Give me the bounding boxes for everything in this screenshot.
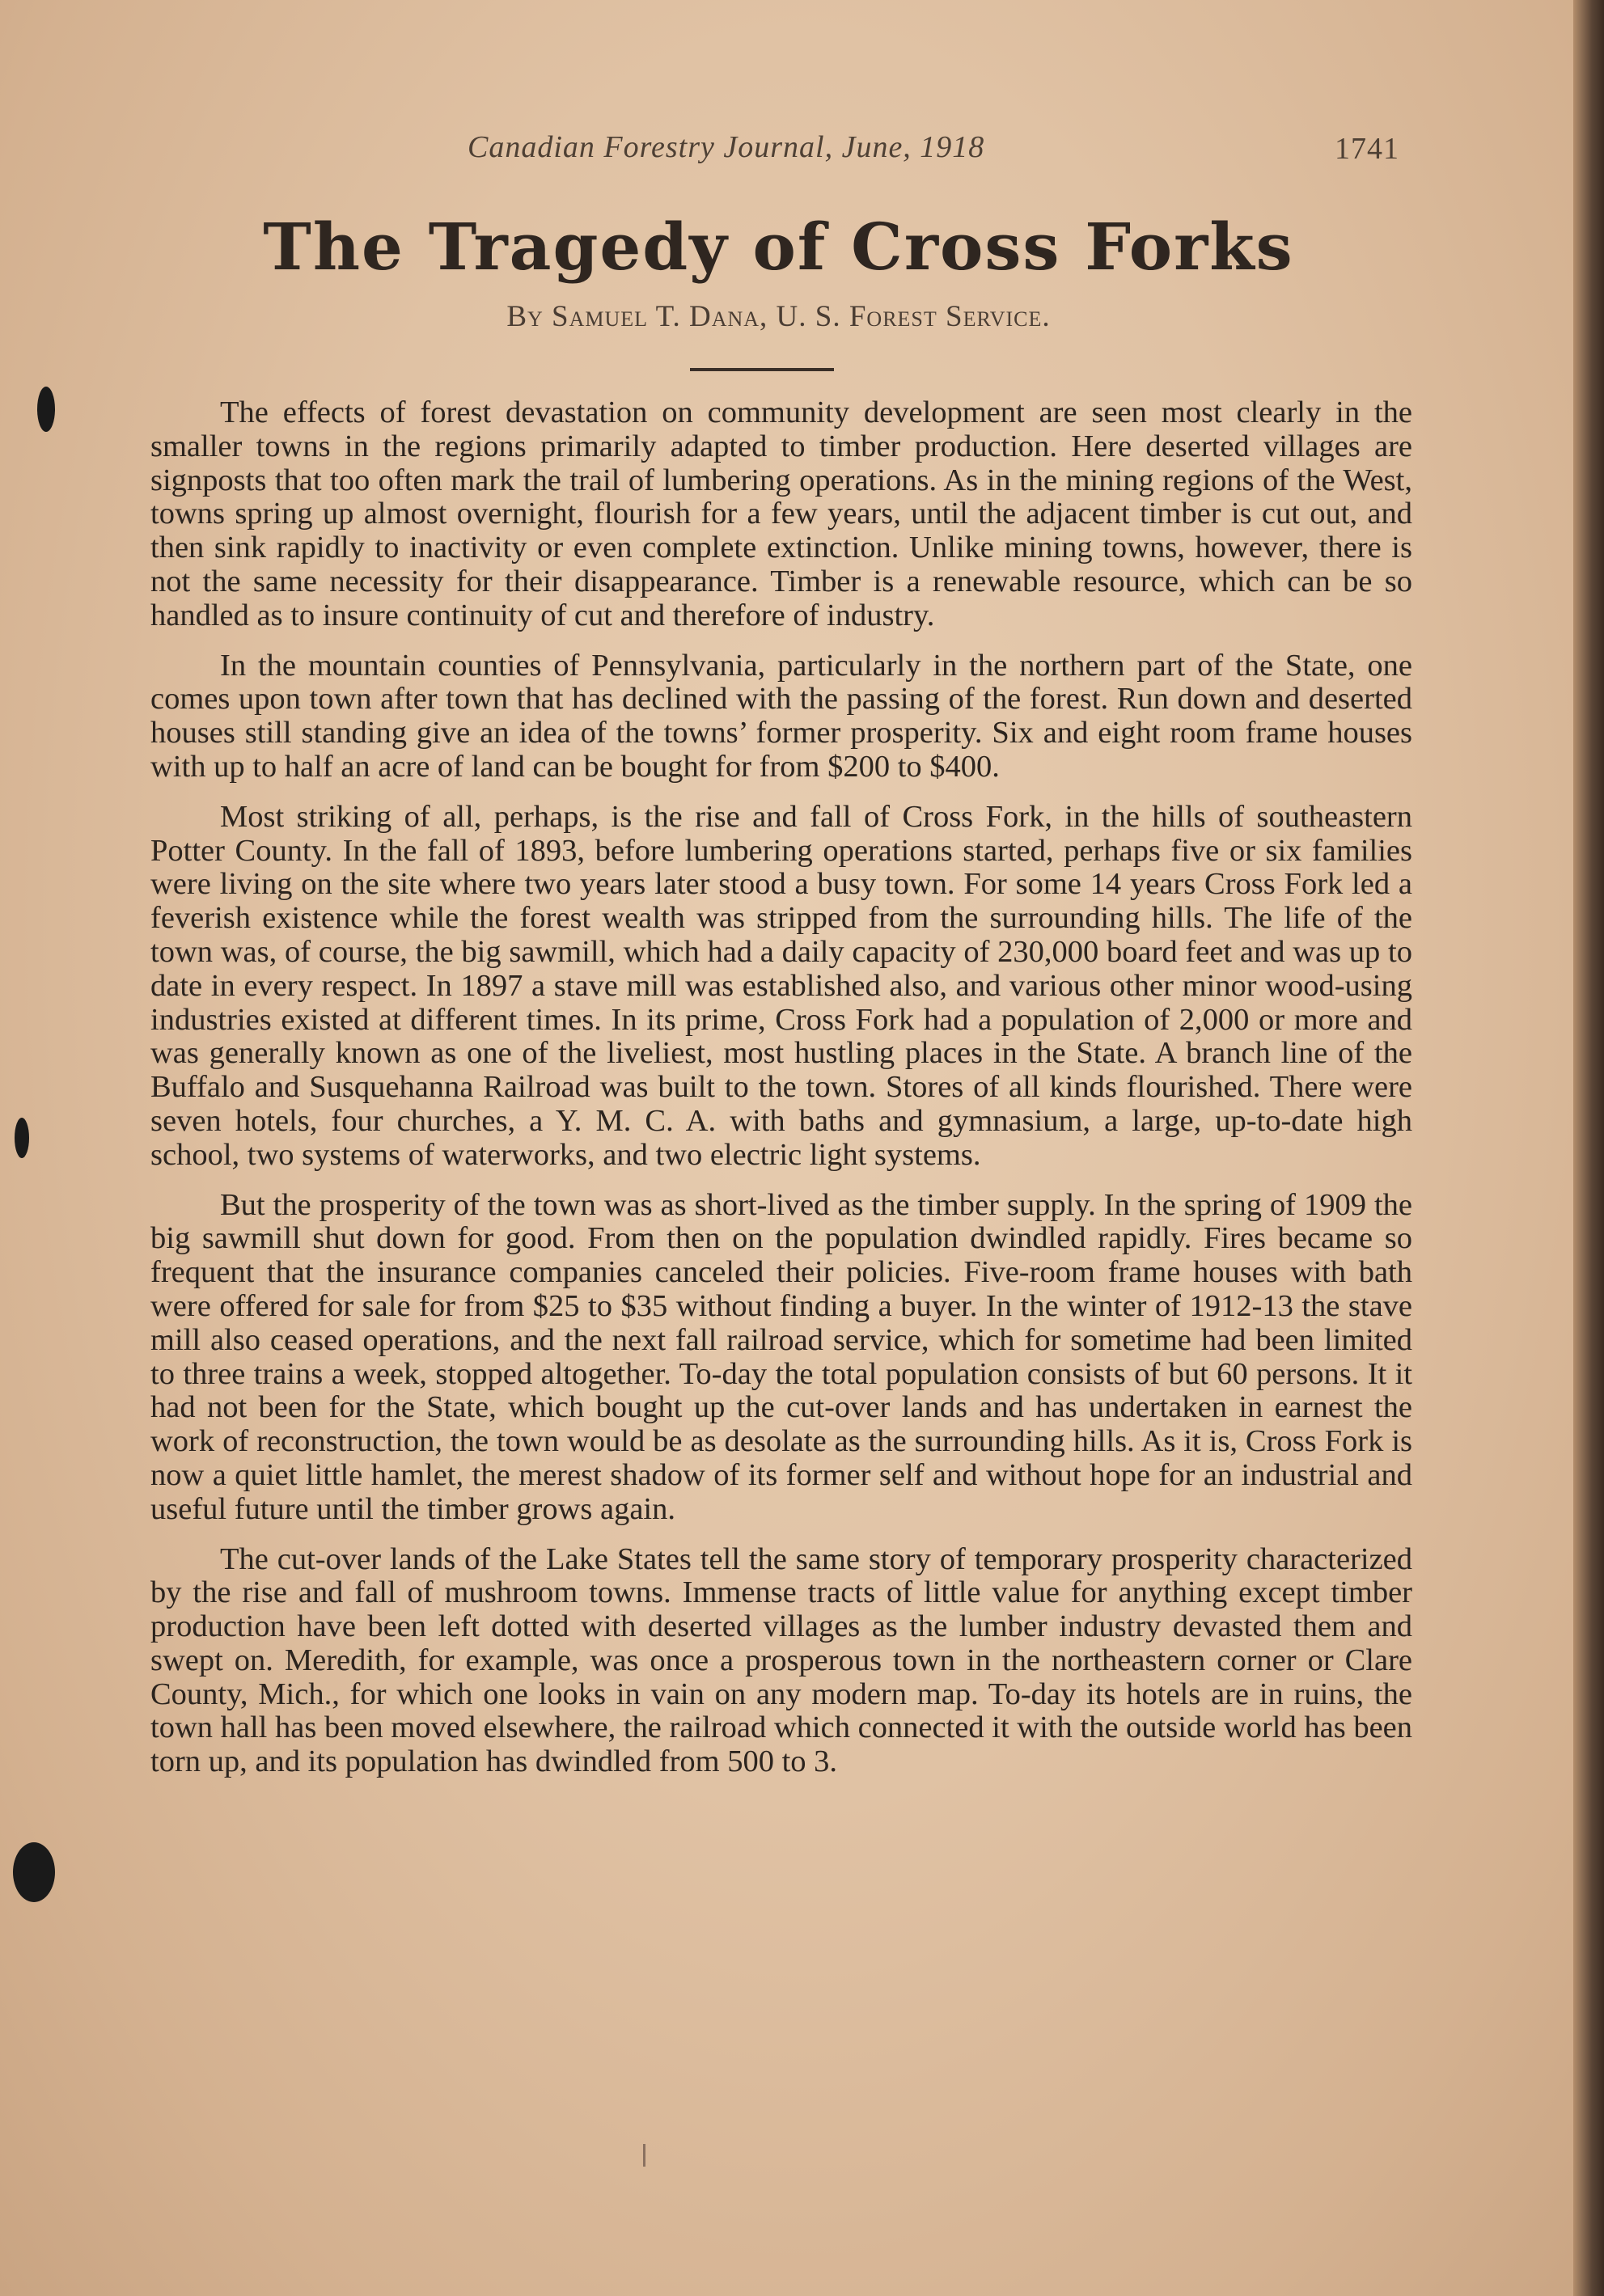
paper-blemish (643, 2144, 645, 2167)
paragraph: The cut-over lands of the Lake States tell the same story of temporary prosperity characterized by the rise and fall of mushroom towns. Immense tracts of little value for anything except timber production have been left dotted with deserted villages as the lumber industry devasted them and swept on. Meredith, for example, was once a prosperous town in the northeastern corner or Clare County, Mich., for which one looks in vain on any modern map. To-day its hotels are in ruins, the town hall has been moved elsewhere, the railroad which connected it with the outside world has been torn up, and its population has dwindled from 500 to 3. (150, 1541, 1412, 1779)
binding-hole-top (37, 387, 55, 432)
article-body (150, 396, 1412, 1795)
paragraph: Most striking of all, perhaps, is the rise and fall of Cross Fork, in the hills of southeastern Potter County. In the fall of 1893, before lumbering operations started, perhaps five or six families were living on the site where two years later stood a busy town. For some 14 years Cross Fork led a feverish existence while the forest wealth was stripped from the surrounding hills. The life of the town was, of course, the big sawmill, which had a daily capacity of 230,000 board feet and was up to date in every respect. In 1897 a stave mill was established also, and various other minor wood-using industries existed at different times. In its prime, Cross Fork had a population of 2,000 or more and was generally known as one of the liveliest, most hustling places in the State. A branch line of the Buffalo and Susquehanna Railroad was built to the town. Stores of all kinds flourished. There were seven hotels, four churches, a Y. M. C. A. with baths and gymnasium, a large, up-to-date high school, two systems of waterworks, and two electric light systems. (150, 799, 1412, 1172)
paragraph: But the prosperity of the town was as short-lived as the timber supply. In the spring of 1909 the big sawmill shut down for good. From then on the population dwindled rapidly. Fires became so frequent that the insurance companies canceled their policies. Five-room frame houses with bath were offered for sale for from $25 to $35 without finding a buyer. In the winter of 1912-13 the stave mill also ceased operations, and the next fall railroad service, which for sometime had been limited to three trains a week, stopped altogether. To-day the total population consists of but 60 persons. It it had not been for the State, which bought up the cut-over lands and has undertaken in earnest the work of reconstruction, the town would be as desolate as the surrounding hills. As it is, Cross Fork is now a quiet little hamlet, the merest shadow of its former self and without hope for an industrial and useful future until the timber grows again. (150, 1187, 1412, 1526)
page-edge-shadow (1573, 0, 1604, 2296)
article-title: The Tragedy of Cross Forks (263, 209, 1294, 285)
binding-hole-bottom (13, 1842, 55, 1902)
binding-hole-middle (15, 1118, 29, 1158)
paragraph: In the mountain counties of Pennsylvania, particularly in the northern part of the State, one comes upon town after town that has declined with the passing of the forest. Run down and deserted houses still standing give an idea of the towns’ former prosperity. Six and eight room frame houses with up to half an acre of land can be bought for from $200 to $400. (150, 648, 1412, 784)
article-byline: By Samuel T. Dana, U. S. Forest Service. (506, 300, 1051, 333)
page-number: 1741 (1335, 132, 1399, 166)
title-divider (690, 368, 834, 371)
journal-title: Canadian Forestry Journal, June, 1918 (468, 130, 985, 164)
paragraph: The effects of forest devastation on community development are seen most clearly in the smaller towns in the regions primarily adapted to timber production. Here deserted villages are signposts that too often mark the trail of lumbering operations. As in the mining regions of the West, towns spring up almost overnight, flourish for a few years, until the adjacent timber is cut out, and then sink rapidly to inactivity or even complete extinction. Unlike mining towns, however, there is not the same necessity for their disappearance. Timber is a renewable resource, which can be so handled as to insure continuity of cut and therefore of industry. (150, 395, 1412, 632)
running-header (0, 129, 1604, 170)
